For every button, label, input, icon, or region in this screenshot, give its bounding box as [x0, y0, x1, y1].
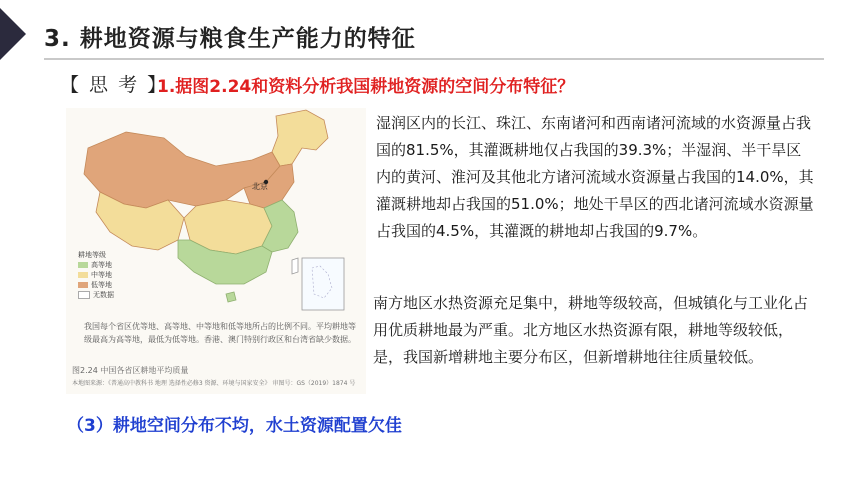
- legend-item: 无数据: [78, 290, 114, 300]
- question-text: 1.据图2.24和资料分析我国耕地资源的空间分布特征？: [157, 77, 575, 97]
- south-china-sea-inset: [302, 258, 344, 310]
- water-resource-paragraph: 湿润区内的长江、珠江、东南诸河和西南诸河流域的水资源量占我国的81.5%，其灌溉耕地仅占我国的39.3%；半湿润、半干旱区内的黄河、淮河及其他北方诸河流域水资源量占我国的14.0%，其灌溉耕地却占我国的51.0%；地处干旱区的西北诸河流域水资源量占我国的4.5%，其灌溉的耕地却占我国的9.7%。: [376, 114, 814, 240]
- title-corner-marker: [0, 8, 26, 60]
- legend-item: 中等地: [78, 270, 114, 280]
- summary-point: （3）耕地空间分布不均，水土资源配置欠佳: [67, 416, 402, 436]
- map-region-northeast: [272, 110, 328, 166]
- legend-swatch: [78, 291, 90, 299]
- map-region-taiwan: [292, 258, 298, 274]
- legend-swatch: [78, 272, 88, 278]
- slide-title: 3. 耕地资源与粮食生产能力的特征: [44, 26, 416, 52]
- figure-source-note: 本地图来源：《普通高中教科书 地理 选择性必修3 资源、环境与国家安全》 审图号：GS（2019）1874 号: [72, 380, 356, 387]
- legend-item: 低等地: [78, 280, 114, 290]
- title-divider: [44, 58, 824, 60]
- china-cropland-map: [66, 108, 366, 394]
- north-south-paragraph: 南方地区水热资源充足集中，耕地等级较高，但城镇化与工业化占用优质耕地最为严重。北方地区水热资源有限，耕地等级较低，是，我国新增耕地主要分布区，但新增耕地往往质量较低。: [373, 294, 809, 366]
- legend-swatch: [78, 282, 88, 288]
- map-legend: [78, 250, 114, 300]
- legend-title: 耕地等级: [78, 251, 106, 259]
- think-label: 【 思 考 】: [60, 74, 169, 96]
- legend-item: 高等地: [78, 260, 114, 270]
- beijing-label: 北京: [252, 182, 268, 191]
- figure-title: 图2.24 中国各省区耕地平均质量: [72, 366, 189, 375]
- legend-swatch: [78, 262, 88, 268]
- map-caption: 我国每个省区优等地、高等地、中等地和低等地所占的比例不同。平均耕地等级最高为高等地，最低为低等地。香港、澳门特别行政区和台湾省缺少数据。: [84, 322, 356, 344]
- map-region-hainan: [226, 292, 236, 302]
